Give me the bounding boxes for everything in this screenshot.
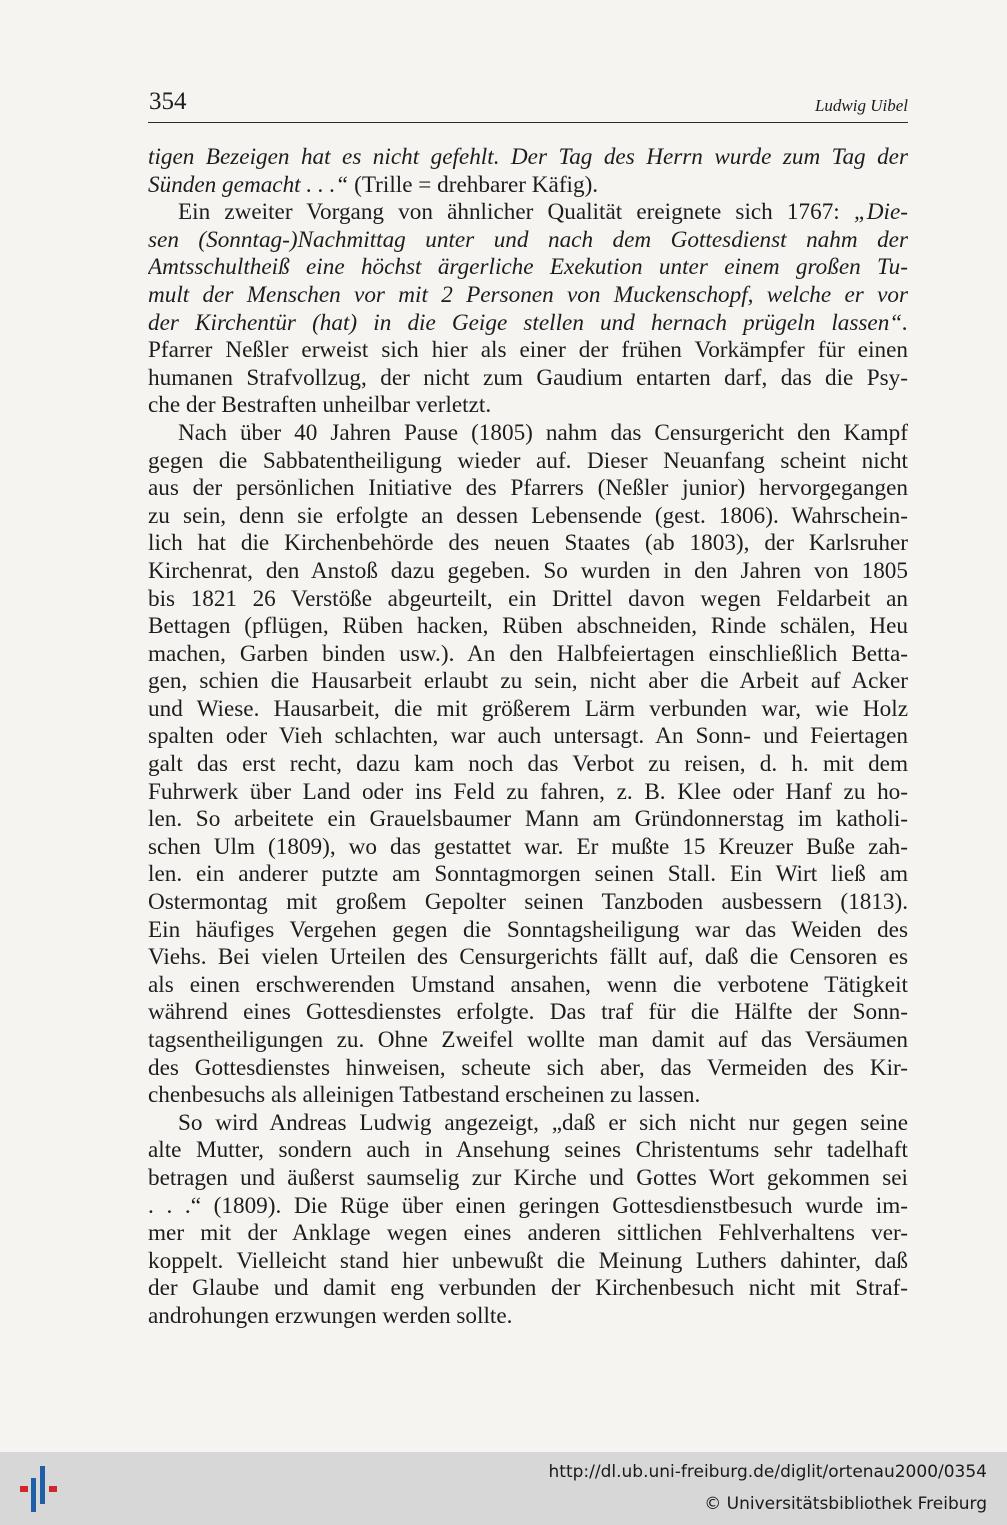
text-segment: Ostermontag mit großem Gepolter seinen Tanzboden ausbessern (1813). [148, 889, 908, 916]
text-line [148, 889, 908, 917]
text-segment: len. So arbeitete ein Grauelsbaumer Mann am Gründonnerstag im katholi- [148, 806, 908, 833]
text-line [148, 1193, 908, 1221]
text-segment: len. ein anderer putzte am Sonntagmorgen seinen Stall. Ein Wirt ließ am [148, 861, 908, 888]
text-line [148, 199, 908, 227]
text-segment: machen, Garben binden usw.). An den Halbfeiertagen einschließlich Betta- [148, 640, 908, 667]
text-line [148, 227, 908, 255]
body-text [148, 144, 908, 1331]
text-segment: humanen Strafvollzug, der nicht zum Gaudium entarten darf, das die Psy- [148, 364, 908, 391]
text-segment: betragen und äußerst saumselig zur Kirche und Gottes Wort gekommen sei [148, 1164, 908, 1191]
text-segment: spalten oder Vieh schlachten, war auch untersagt. An Sonn- und Feiertagen [148, 723, 908, 750]
text-line [148, 1027, 908, 1055]
text-line [148, 806, 908, 834]
text-line [148, 613, 908, 641]
copyright-notice: © Universitätsbibliothek Freiburg [704, 1494, 987, 1514]
text-segment: lich hat die Kirchenbehörde des neuen Staates (ab 1803), der Karlsruher [148, 530, 908, 557]
text-line [148, 392, 908, 420]
text-line [148, 1082, 908, 1110]
text-segment: galt das erst recht, dazu kam noch das Verbot zu reisen, d. h. mit dem [148, 751, 908, 778]
viewer-footer [0, 1452, 1007, 1525]
text-line [148, 1220, 908, 1248]
text-line [148, 723, 908, 751]
text-line [148, 448, 908, 476]
text-segment: Sünden gemacht . . .“ [148, 171, 349, 198]
text-segment: als einen erschwerenden Umstand ansahen, wenn die verbotene Tätigkeit [148, 971, 908, 998]
text-line [148, 696, 908, 724]
text-segment: che der Bestraften unheilbar verletzt. [148, 392, 492, 419]
text-line [148, 1137, 908, 1165]
text-segment: Amtsschultheiß eine höchst ärgerliche Exekution unter einem großen Tu- [148, 254, 908, 281]
text-line [148, 1248, 908, 1276]
text-line [148, 1055, 908, 1083]
text-segment: tigen Bezeigen hat es nicht gefehlt. Der Tag des Herrn wurde zum Tag der [148, 144, 908, 170]
text-segment: Ein häufiges Vergehen gegen die Sonntagsheiligung war das Weiden des [148, 916, 908, 943]
text-segment: tagsentheiligungen zu. Ohne Zweifel wollte man damit auf das Versäumen [148, 1027, 908, 1053]
text-line [148, 144, 908, 172]
text-line [148, 475, 908, 503]
text-line [148, 586, 908, 614]
text-segment: Kirchenrat, den Anstoß dazu gegeben. So wurden in den Jahren von 1805 [148, 557, 908, 584]
text-line [148, 917, 908, 945]
text-segment: des Gottesdienstes hinweisen, scheute sich aber, das Vermeiden des Kir- [148, 1054, 908, 1081]
text-line [148, 751, 908, 779]
text-segment: chenbesuchs als alleinigen Tatbestand erscheinen zu lassen. [148, 1082, 701, 1109]
text-line [148, 1275, 908, 1303]
text-segment: androhungen erzwungen werden sollte. [148, 1302, 513, 1329]
text-segment: sen (Sonntag-)Nachmittag unter und nach dem Gottesdienst nahm der [148, 226, 908, 253]
text-segment: zu sein, denn sie erfolgte an dessen Lebensende (gest. 1806). Wahrschein- [148, 502, 908, 529]
text-segment: Bettagen (pflügen, Rüben hacken, Rüben abschneiden, Rinde schälen, Heu [148, 613, 908, 640]
page-number: 354 [149, 88, 187, 115]
text-line [148, 172, 908, 200]
text-segment: Ein zweiter Vorgang von ähnlicher Qualität ereignete sich 1767: [178, 199, 854, 226]
text-line [148, 310, 908, 338]
text-segment: „Die- [853, 199, 908, 226]
document-url[interactable]: http://dl.ub.uni-freiburg.de/diglit/ortenau2000/0354 [548, 1462, 987, 1482]
text-line [148, 558, 908, 586]
text-line [148, 1165, 908, 1193]
text-segment: der Kirchentür (hat) in die Geige stellen und hernach prügeln lassen“. [148, 309, 908, 336]
text-line [148, 365, 908, 393]
text-segment: bis 1821 26 Verstöße abgeurteilt, ein Drittel davon wegen Feldarbeit an [148, 585, 908, 612]
text-segment: während eines Gottesdienstes erfolgte. Das traf für die Hälfte der Sonn- [148, 999, 908, 1026]
text-segment: gen, schien die Hausarbeit erlaubt zu sein, nicht aber die Arbeit auf Acker [148, 668, 908, 695]
text-segment: alte Mutter, sondern auch in Ansehung seines Christentums sehr tadelhaft [148, 1137, 908, 1164]
text-line [148, 834, 908, 862]
text-segment: Pfarrer Neßler erweist sich hier als einer der frühen Vorkämpfer für einen [148, 337, 908, 364]
text-line [148, 337, 908, 365]
text-segment: Viehs. Bei vielen Urteilen des Censurgerichts fällt auf, daß die Censoren es [148, 944, 908, 971]
text-segment: mult der Menschen vor mit 2 Personen von Muckenschopf, welche er vor [148, 281, 908, 308]
text-line [148, 944, 908, 972]
text-segment: gegen die Sabbatentheiligung wieder auf. Dieser Neuanfang scheint nicht [148, 447, 908, 474]
text-line [148, 254, 908, 282]
text-line [148, 861, 908, 889]
text-line [148, 668, 908, 696]
text-segment: aus der persönlichen Initiative des Pfarrers (Neßler junior) hervorgegangen [148, 475, 908, 502]
text-line [148, 530, 908, 558]
text-line [148, 282, 908, 310]
text-line [148, 972, 908, 1000]
ub-freiburg-logo-icon [8, 1464, 68, 1514]
text-segment: koppelt. Vielleicht stand hier unbewußt die Meinung Luthers dahinter, daß [148, 1247, 908, 1274]
text-line [148, 641, 908, 669]
text-segment: Fuhrwerk über Land oder ins Feld zu fahren, z. B. Klee oder Hanf zu ho- [148, 778, 908, 805]
text-segment: und Wiese. Hausarbeit, die mit größerem Lärm verbunden war, wie Holz [148, 695, 908, 722]
text-segment: (Trille = drehbarer Käfig). [348, 171, 599, 198]
running-head: Ludwig Uibel [814, 96, 908, 115]
text-segment: mer mit der Anklage wegen eines anderen sittlichen Fehlverhaltens ver- [148, 1220, 908, 1247]
text-line [148, 1303, 908, 1331]
page-header [148, 86, 908, 123]
text-line [148, 999, 908, 1027]
text-segment: . . .“ (1809). Die Rüge über einen geringen Gottesdienstbesuch wurde im- [148, 1192, 908, 1219]
text-line [148, 503, 908, 531]
text-line [148, 420, 908, 448]
text-segment: Nach über 40 Jahren Pause (1805) nahm das Censurgericht den Kampf [178, 419, 908, 446]
text-line [148, 1110, 908, 1138]
text-segment: der Glaube und damit eng verbunden der Kirchenbesuch nicht mit Straf- [148, 1275, 908, 1302]
text-segment: schen Ulm (1809), wo das gestattet war. Er mußte 15 Kreuzer Buße zah- [148, 833, 908, 860]
text-line [148, 779, 908, 807]
text-segment: So wird Andreas Ludwig angezeigt, „daß er sich nicht nur gegen seine [178, 1109, 908, 1136]
